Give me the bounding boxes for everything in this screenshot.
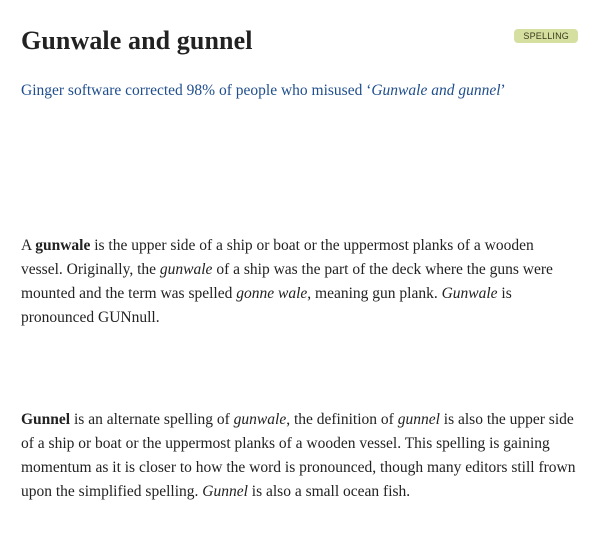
italic-term: Gunwale xyxy=(441,285,498,302)
italic-term: gunnel xyxy=(397,411,440,428)
italic-term: gonne wale xyxy=(236,285,308,302)
page-title: Gunwale and gunnel xyxy=(21,26,253,55)
text-span: , meaning gun plank. xyxy=(307,285,442,302)
ginger-stat-close-quote: ’ xyxy=(500,82,506,99)
definition-paragraph-gunnel xyxy=(21,408,578,504)
ginger-stat-term: Gunwale and gunnel xyxy=(371,82,501,99)
definition-paragraph-gunwale xyxy=(21,234,578,330)
italic-term: gunwale xyxy=(233,411,287,428)
text-span: is also a small ocean fish. xyxy=(247,483,411,500)
text-span: of a ship was the part of the deck where the guns were mounted and the term was spelled xyxy=(21,261,553,302)
text-span: is an alternate spelling of xyxy=(70,411,234,428)
ginger-stat-text: Ginger software corrected 98% of people who misused ‘ xyxy=(21,82,372,99)
italic-term: Gunnel xyxy=(202,483,248,500)
category-badge[interactable]: SPELLING xyxy=(514,29,578,43)
text-span: is also the upper side of a ship or boat or the uppermost planks of a wooden vessel. This spelling is gaining momentum as it is closer to how the word is pronounced, though many editors still frown upon the simplified spelling. xyxy=(21,411,576,500)
ginger-stat-line xyxy=(21,82,506,100)
term-gunnel: Gunnel xyxy=(21,411,71,428)
italic-term: gunwale xyxy=(159,261,213,278)
text-span: A xyxy=(21,237,36,254)
text-span: is the upper side of a ship or boat or the uppermost planks of a wooden vessel. Originally, the xyxy=(21,237,534,278)
text-span: is pronounced GUNnull. xyxy=(21,285,512,326)
term-gunwale: gunwale xyxy=(35,237,91,254)
text-span: , the definition of xyxy=(286,411,398,428)
